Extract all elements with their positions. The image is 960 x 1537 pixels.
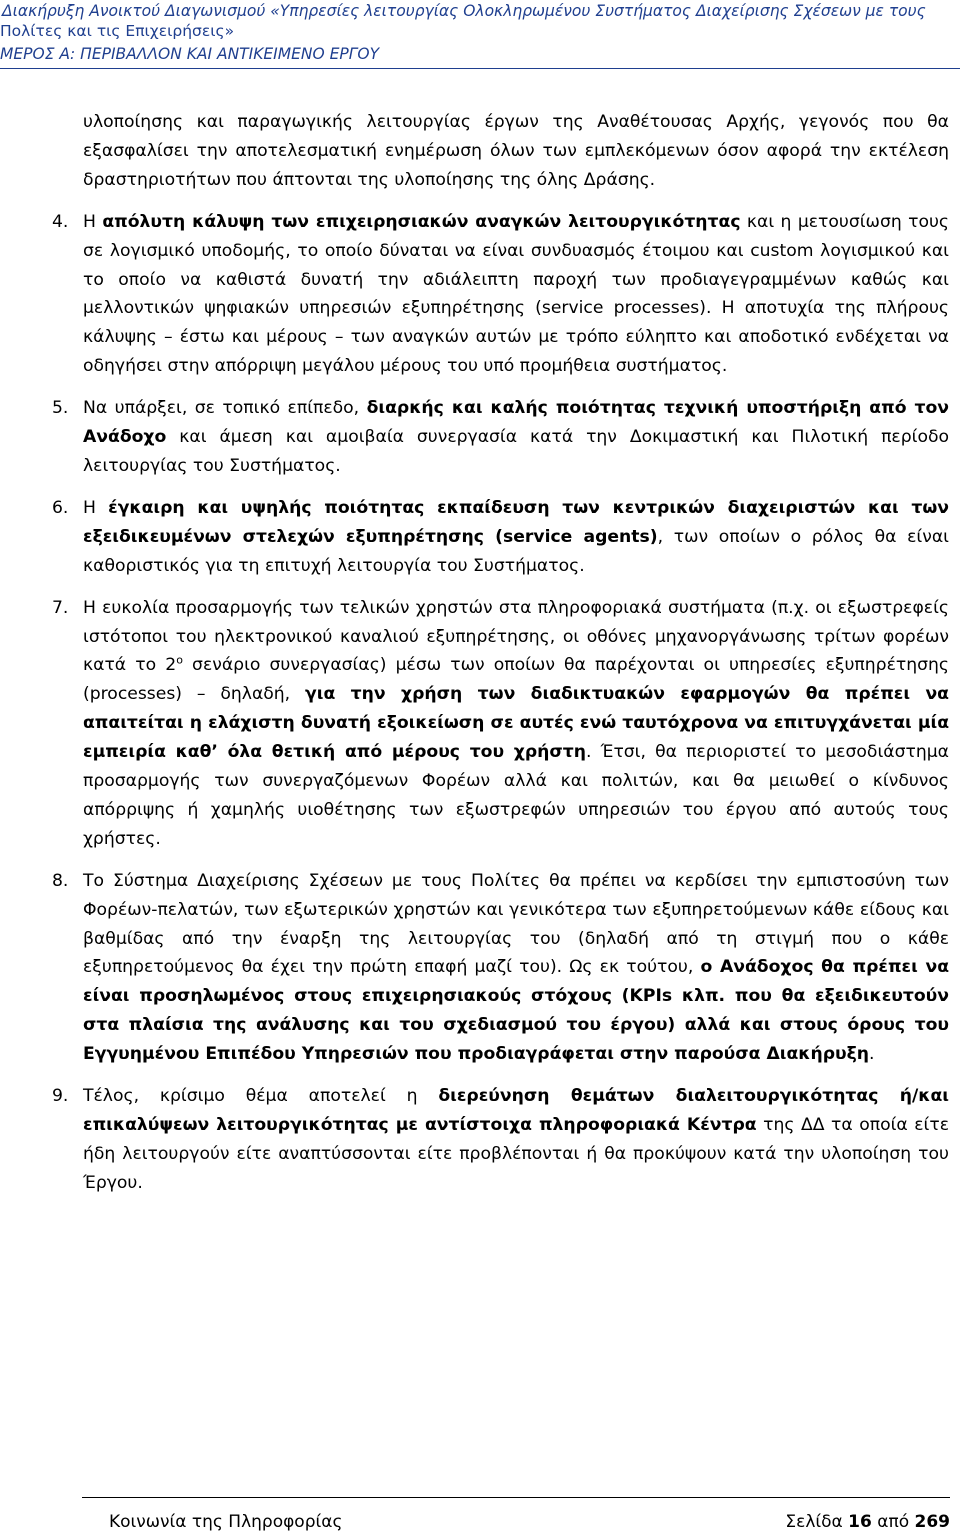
header-divider — [0, 68, 960, 69]
bold-text: διαρκής και καλής ποιότητας τεχνική υποστήριξη από τον Ανάδοχο — [83, 398, 949, 448]
list-item — [52, 1082, 949, 1198]
list-item-text — [83, 208, 949, 381]
text-run: Να υπάρξει, σε τοπικό επίπεδο, — [83, 398, 367, 419]
text-run: Η — [83, 497, 109, 518]
text-run: Τέλος, κρίσιμο θέμα αποτελεί η — [83, 1086, 439, 1107]
document-body — [52, 108, 950, 1198]
bold-text: διερεύνηση θεμάτων διαλειτουργικότητας ή/και επικαλύψεων λειτουργικότητας με αντίστοιχα πληροφοριακά Κέντρα — [83, 1086, 949, 1135]
list-item-number: 7. — [52, 597, 69, 618]
text-run: Η — [83, 211, 103, 232]
list-item-text — [83, 594, 949, 854]
list-item — [52, 494, 950, 581]
superscript: ο — [176, 653, 183, 667]
list-item — [52, 394, 949, 481]
header-section: ΜΕΡΟΣ Α: ΠΕΡΙΒΑΛΛΟΝ ΚΑΙ ΑΝΤΙΚΕΙΜΕΝΟ ΕΡΓΟΥ — [0, 45, 380, 63]
text-run: Η ευκολία προσαρμογής των τελικών χρηστών στα πληροφοριακά συστήματα (π.χ. οι εξωστρεφείς ιστότοποι του ηλεκτρονικού καναλιού εξυπηρέτησης, οι οθόνες μηχανοργάνωσης τρίτων φορέων κατά το 2 — [83, 597, 949, 676]
list-item-text — [83, 1082, 949, 1198]
text-run: και άμεση και αμοιβαία συνεργασία κατά την Δοκιμαστική και Πιλοτική περίοδο λειτουργίας του Συστήματος. — [83, 427, 949, 476]
list-item — [52, 867, 950, 1069]
list-item-text — [83, 867, 949, 1069]
list-item-number: 8. — [52, 870, 69, 891]
continuation-paragraph: υλοποίησης και παραγωγικής λειτουργίας έργων της Αναθέτουσας Αρχής, γεγονός που θα εξασφαλίσει την αποτελεσματική ενημέρωση όλων των εμπλεκόμενων όσον αφορά την εκτέλεση δραστηριοτήτων που άπτονται της υλοποίησης της όλης Δράσης. — [83, 112, 949, 190]
header-title-line1: Διακήρυξη Ανοικτού Διαγωνισμού «Υπηρεσίες λειτουργίας Ολοκληρωμένου Συστήματος Διαχείρισης Σχέσεων με τους — [2, 2, 926, 20]
list-item-number: 5. — [52, 398, 69, 419]
text-run: της ΔΔ τα οποία είτε ήδη λειτουργούν είτε αναπτύσσονται είτε προβλέπονται ή θα προκύψουν κατά την υλοποίηση του Έργου. — [83, 1115, 949, 1193]
list-item-number: 4. — [52, 211, 69, 232]
footer-divider — [82, 1497, 950, 1498]
list-item — [52, 208, 950, 381]
header-title-line2: Πολίτες και τις Επιχειρήσεις» — [0, 22, 235, 40]
page-mid: από — [871, 1512, 915, 1532]
page-current: 16 — [848, 1512, 872, 1532]
list-item-text — [83, 394, 949, 481]
list-item-number: 9. — [52, 1086, 69, 1107]
text-run: , των οποίων ο ρόλος θα είναι καθοριστικός για τη επιτυχή λειτουργία του Συστήματος. — [83, 526, 949, 576]
bold-text: για την χρήση των διαδικτυακών εφαρμογών θα πρέπει να απαιτείται η ελάχιστη δυνατή εξοικείωση σε αυτές ενώ ταυτόχρονα να επιτυγχάνεται μία εμπειρία καθ’ όλα θετική από μέρους του χρήστη — [83, 684, 949, 763]
list-item-text — [83, 494, 949, 581]
text-run: . — [869, 1044, 875, 1065]
page-total: 269 — [914, 1512, 950, 1532]
list-item — [52, 594, 949, 854]
text-run: σενάριο συνεργασίας) μέσω των οποίων θα παρέχονται οι υπηρεσίες εξυπηρέτησης (processes) – δηλαδή, — [83, 655, 949, 705]
bold-text: έγκαιρη και υψηλής ποιότητας εκπαίδευση των κεντρικών διαχειριστών και των εξειδικευμένων στελεχών εξυπηρέτησης (service agents) — [83, 497, 950, 547]
page-prefix: Σελίδα — [785, 1512, 849, 1532]
list-item-number: 6. — [52, 497, 69, 518]
numbered-list — [52, 208, 950, 1198]
page-number — [785, 1512, 950, 1532]
footer-organization: Κοινωνία της Πληροφορίας — [109, 1512, 343, 1532]
bold-text: ο Ανάδοχος θα πρέπει να είναι προσηλωμένος στους επιχειρησιακούς στόχους (KPIs κλπ. που θα εξειδικευτούν στα πλαίσια της ανάλυσης και του σχεδιασμού του έργου) αλλά και στους όρους του Εγγυημένου Επιπέδου Υπηρεσιών που προδιαγράφεται στην παρούσα Διακήρυξη — [83, 957, 950, 1065]
text-run: Το Σύστημα Διαχείρισης Σχέσεων με τους Πολίτες θα πρέπει να κερδίσει την εμπιστοσύνη των Φορέων-πελατών, των εξωτερικών χρηστών και γενικότερα των εξυπηρετούμενων κάθε είδους και βαθμίδας από την έναρξη της λειτουργίας του (δηλαδή από τη στιγμή που ο κάθε εξυπηρετούμενος θα έχει την πρώτη επαφή μαζί του). Ως εκ τούτου, — [83, 870, 949, 978]
text-run: . Έτσι, θα περιοριστεί το μεσοδιάστημα προσαρμογής των συνεργαζόμενων Φορέων αλλά και πολιτών, και θα μειωθεί ο κίνδυνος απόρριψης ή χαμηλής υιοθέτησης των εξωστρεφών υπηρεσιών του έργου από αυτούς τους χρήστες. — [83, 742, 949, 849]
bold-text: απόλυτη κάλυψη των επιχειρησιακών αναγκών λειτουργικότητας — [102, 211, 741, 232]
text-run: και η μετουσίωση τους σε λογισμικό υποδομής, το οποίο δύναται να είναι συνδυασμός έτοιμου και custom λογισμικού και το οποίο να καθιστά δυνατή την αδιάλειπτη παροχή των προδιαγεγραμμένων καθώς και μελλοντικών ψηφιακών υπηρεσιών εξυπηρέτησης (service processes). Η αποτυχία της πλήρους κάλυψης – έστω και μέρους – των αναγκών αυτών με τρόπο εύληπτο και αποδοτικό ενδέχεται να οδηγήσει στην απόρριψη μεγάλου μέρους του υπό προμήθεια συστήματος. — [83, 211, 950, 377]
